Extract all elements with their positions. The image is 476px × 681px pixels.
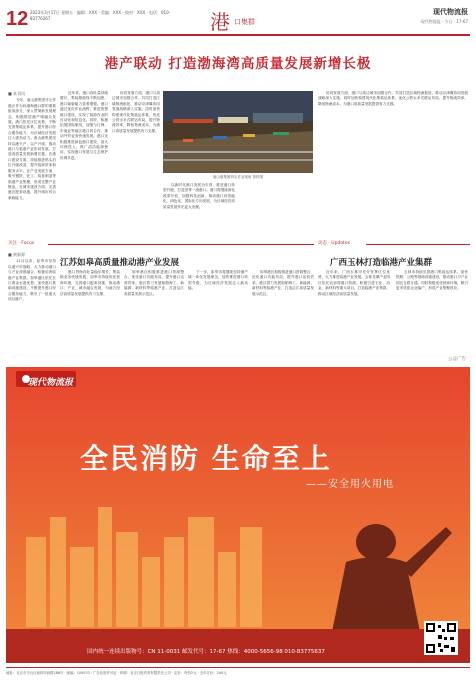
article2-col-a-cont: 如皋港区积极推进港口资源整合，优化港口功能布局，提升港口运营效率。港区着力发展船舶海工、新能源、新材料等临港产业，打造沿江高质量发展示范区。 [252,270,314,296]
article2-col-d: 下一步，如皋市将继续坚持港产城一体化发展理念，加快推进港口转型升级，为区域经济发展注入新动能。 [188,270,248,291]
ad-footer: 国内统一连续出版物号：CN 11-0031 邮发代号：17-67 热线：4000-5656-98 010-83775637 [87,649,325,655]
public-service-ad [6,367,470,663]
ad-logo: 现代物流报 [28,378,74,388]
section-bar-updates [318,240,470,248]
article3-column-2 [396,270,468,354]
section-bar-focus-label: 关注 · Focus [8,241,35,246]
article3-column-1 [318,270,390,354]
masthead [6,6,470,36]
section-char: 港 [210,10,230,34]
article2-column-2 [60,270,120,354]
paper-logo: 现代物流报 [433,7,468,16]
article2-byline: ■ 黄新源 [8,252,26,257]
article1-col-far-text-2: 协同发展方面，港口与周边城市加强合作，共同打造区域物流枢纽，推动京津冀协同发展战略深入实施。同时加快构建现代化集疏运体系，优化公铁水多式联运布局，提升物流效率，降低物流成本，为港口高质量发展提供有力支撑。 [318,91,468,106]
section-rule-right [366,244,470,245]
main-headline: 港产联动 打造渤海湾高质量发展新增长极 [104,56,372,72]
port-photo-caption: 唐山港集团码头作业现场 资料图 [212,175,264,179]
port-photo-image [163,91,313,173]
ad-slogan: ——安全用火用电 [306,479,394,490]
qr-code [424,621,458,655]
article3-col-a: 近年来，广西玉林市充分发挥区位优势，大力推进临港产业发展。玉林龙潭产业园区依托北部湾港口资源，积极引进石化、冶金、新材料等重大项目，打造临港产业集群，推动区域经济高质量发展。 [318,270,390,296]
paper-sub: 现代物流报 · 今日 · 17-67 [420,19,468,24]
article1-col-far-text: 以新时代港口发展为引领，推进港口转型升级，打造世界一流港口。港口将继续深化改革开放，加强科技创新，推动港口向智能化、绿色化、国际化方向发展，为区域经济高质量发展作出更大贡献。 [163,183,235,209]
article2-column-3 [124,270,184,354]
article3-title: 广西玉林打造临港产业集群 [330,258,433,268]
article1-column-5 [318,91,468,231]
article3-col-b: 玉林市持续完善港口集疏运体系，加快铁路、公路等基础设施建设，推动港口与产业园区互联互通。同时积极优化营商环境，吸引更多优质企业落户，形成产业集聚效应。 [396,270,468,291]
article1-col-mid-text: 近年来，港口吞吐量持续增长，集装箱航线不断加密，港口辐射能力显著增强。港口通过优化作业流程、推进智慧港口建设，实现了装卸作业的自动化和信息化。同时，积极拓展国际航线，加强与日韩、东南亚等地区港口的合作，推动外贸业务快速发展。港口还积极推进绿色港口建设，加大环保投入，推广清洁能源使用，实现港口发展与生态保护协调共进。 [60,91,108,160]
article2-col-a: 11月以来，如皋市坚持以港兴市战略，大力推动港口与产业深度融合，积极培育临港产业集群。如皋港区依托长江黄金水道优势，加快港口基础设施建设，不断提升港口综合服务能力，吸引了一批重大项目落户。 [8,259,56,302]
article2-col-c: 如皋港区积极推进港口资源整合，优化港口功能布局，提升港口运营效率。港区着力发展船舶海工、新能源、新材料等临港产业，打造沿江高质量发展示范区。 [124,270,184,296]
article2-title: 江苏如皋高质量推动港产业发展 [60,258,180,268]
article2-col-b: 港口货物吞吐量稳步增长，集装箱业务快速发展。如皋市持续优化营商环境，完善港口配套设施，推动港口、产业、城市融合发展，为地方经济高质量发展提供有力支撑。 [60,270,120,296]
ad-title: 全民消防 生命至上 [80,442,332,475]
article2-column-1 [8,252,56,352]
masthead-meta: 2023年3月17日 星期五 · 编辑：XXX · 美编：XXX · 校对：XXX · 电话：010-83776267 [30,10,171,21]
article2-column-5 [252,270,314,354]
page-number: 12 [6,8,29,30]
section-bar-updates-label: 动态 · Updates [318,241,350,246]
port-photo [163,91,313,173]
ad-background-art [6,367,470,663]
article1-byline: ■ 本刊讯 [8,91,26,96]
qr-code-icon [426,623,456,653]
section-rule-left [48,244,314,245]
article1-col-right-text: 协同发展方面，港口与周边城市加强合作，共同打造区域物流枢纽，推动京津冀协同发展战略深入实施。同时加快构建现代化集疏运体系，优化公铁水多式联运布局，提升物流效率，降低物流成本，为港口高质量发展提供有力支撑。 [112,91,160,133]
article2-column-4 [188,270,248,354]
section-bar-focus [8,240,314,248]
ad-label: 公益广告 [448,357,466,362]
page-footer: 地址：北京市丰台区南四环西路188号 · 邮编：100070 · 广告经营许可证 · 印刷：北京日报印务有限责任公司 · 定价：每份2元 · 全年订价：240元 [6,667,470,675]
section-name: 口集群 [234,18,255,26]
article1-col-left-text: 今年，唐山港集团开元作港区作为环渤海港口群的重要组成部分，深入贯彻新发展理念，积极推进港产城融合发展。港口依托区位优势，不断完善集疏运体系，提升港口综合服务能力，为区域经济发展注入强劲动力。唐山港集团坚持以港兴产、以产兴城，推动港口与临港产业协同发展，打造高质量发展新增长极。在港口建设方面，持续推进码头泊位升级改造，提升装卸效率和服务水平。在产业发展方面，吸引钢铁、化工、装备制造等临港产业集聚，形成完整产业链条。在城市建设方面，完善港区配套设施，提升城市综合承载能力。 [8,98,56,200]
